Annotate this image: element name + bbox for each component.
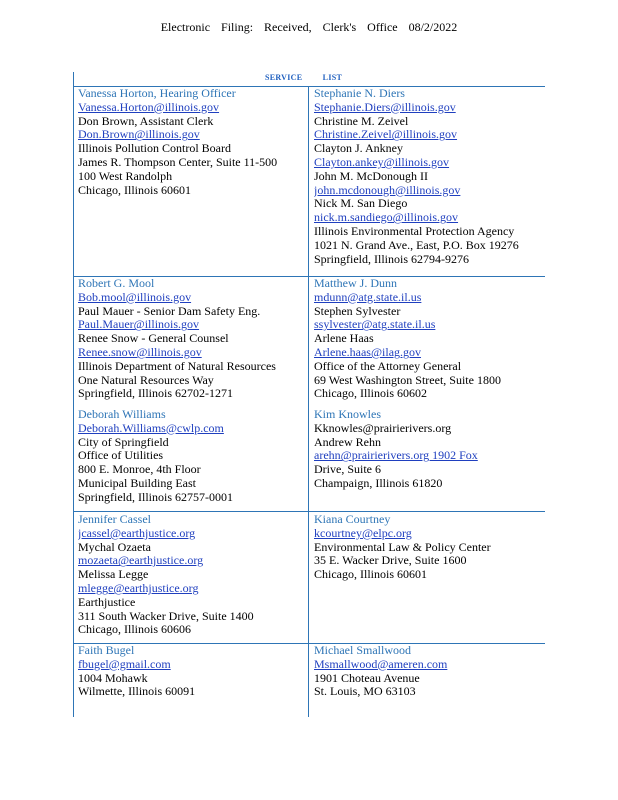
contact-detail: Environmental Law & Policy Center: [314, 539, 491, 554]
contact-detail: Mychal Ozaeta: [78, 539, 151, 554]
contact-detail: 800 E. Monroe, 4th Floor: [78, 462, 201, 477]
contact-detail: Melissa Legge: [78, 567, 149, 582]
contact-name: Matthew J. Dunn: [314, 277, 397, 290]
contact-detail: Clayton J. Ankney: [314, 141, 403, 156]
contact-cell: [314, 408, 546, 491]
contact-email-link[interactable]: jcassel@earthjustice.org: [78, 525, 196, 540]
contact-email-link[interactable]: Bob.mool@illinois.gov: [78, 289, 192, 304]
table-left-border: [73, 72, 74, 717]
contact-detail: Arlene Haas: [314, 331, 374, 346]
contact-detail: Illinois Environmental Protection Agency: [314, 223, 515, 238]
contact-detail: Champaign, Illinois 61820: [314, 475, 443, 490]
contact-cell: [314, 513, 546, 582]
contact-detail: Springfield, Illinois 62702-1271: [78, 386, 233, 401]
contact-name: Kim Knowles: [314, 408, 381, 421]
contact-email-link[interactable]: Christine.Zeivel@illinois.gov: [314, 127, 458, 142]
contact-detail: Christine M. Zeivel: [314, 113, 409, 128]
contact-email-link[interactable]: nick.m.sandiego@illinois.gov: [314, 210, 459, 225]
contact-detail: Paul Mauer - Senior Dam Safety Eng.: [78, 303, 261, 318]
contact-detail: Springfield, Illinois 62757-0001: [78, 489, 233, 504]
contact-detail: Illinois Pollution Control Board: [78, 141, 232, 156]
contact-email-link[interactable]: fbugel@gmail.com: [78, 656, 171, 671]
contact-detail: Don Brown, Assistant Clerk: [78, 113, 214, 128]
contact-detail: 100 West Randolph: [78, 168, 173, 183]
contact-name: Kiana Courtney: [314, 513, 391, 526]
contact-cell: [314, 644, 546, 699]
contact-detail: 1901 Choteau Avenue: [314, 670, 420, 685]
contact-detail: Renee Snow - General Counsel: [78, 331, 229, 346]
contact-email-link[interactable]: Msmallwood@ameren.com: [314, 656, 448, 671]
contact-email-link[interactable]: Arlene.haas@ilag.gov: [314, 344, 422, 359]
contact-detail: Stephen Sylvester: [314, 303, 401, 318]
contact-detail: Office of the Attorney General: [314, 358, 462, 373]
contact-detail: St. Louis, MO 63103: [314, 684, 416, 699]
contact-detail: Nick M. San Diego: [314, 196, 408, 211]
contact-name: Vanessa Horton, Hearing Officer: [78, 87, 236, 100]
contact-name: Faith Bugel: [78, 644, 135, 657]
contact-email-link[interactable]: mdunn@atg.state.il.us: [314, 289, 422, 304]
contact-detail: 1004 Mohawk: [78, 670, 148, 685]
contact-detail: Office of Utilities: [78, 448, 164, 463]
contact-cell: [78, 644, 306, 699]
contact-cell: [314, 87, 546, 266]
contact-name: Stephanie N. Diers: [314, 87, 405, 100]
contact-detail: John M. McDonough II: [314, 168, 428, 183]
contact-cell: [78, 513, 306, 637]
contact-detail: Wilmette, Illinois 60091: [78, 684, 196, 699]
table-middle-divider: [308, 86, 309, 717]
contact-cell: [314, 277, 546, 401]
contact-email-link[interactable]: Vanessa.Horton@illinois.gov: [78, 99, 220, 114]
contact-name: Robert G. Mool: [78, 277, 155, 290]
filing-header: Electronic Filing: Received, Clerk's Office 08/2/2022: [160, 20, 458, 34]
contact-cell: [78, 277, 306, 401]
contact-detail: 1021 N. Grand Ave., East, P.O. Box 19276: [314, 237, 519, 252]
contact-detail: Springfield, Illinois 62794-9276: [314, 251, 469, 266]
contact-email-link[interactable]: mozaeta@earthjustice.org: [78, 553, 204, 568]
contact-email-link[interactable]: ssylvester@atg.state.il.us: [314, 317, 436, 332]
row-divider-2: [73, 511, 545, 512]
contact-cell: [78, 408, 306, 505]
contact-detail: City of Springfield: [78, 434, 169, 449]
contact-detail: Kknowles@prairierivers.org: [314, 420, 452, 435]
contact-email-link[interactable]: Deborah.Williams@cwlp.com: [78, 420, 224, 435]
contact-detail: 35 E. Wacker Drive, Suite 1600: [314, 553, 467, 568]
contact-email-link[interactable]: john.mcdonough@illinois.gov: [314, 182, 461, 197]
contact-detail: Earthjustice: [78, 594, 136, 609]
contact-name: Michael Smallwood: [314, 644, 411, 657]
contact-detail: James R. Thompson Center, Suite 11-500: [78, 154, 278, 169]
contact-name: Jennifer Cassel: [78, 513, 151, 526]
contact-detail: Andrew Rehn: [314, 434, 381, 449]
contact-email-link[interactable]: Clayton.ankey@illinois.gov: [314, 154, 450, 169]
contact-email-link[interactable]: kcourtney@elpc.org: [314, 525, 412, 540]
contact-detail: Chicago, Illinois 60601: [78, 182, 191, 197]
contact-detail: Illinois Department of Natural Resources: [78, 358, 276, 373]
contact-detail: Chicago, Illinois 60601: [314, 567, 427, 582]
contact-email-link[interactable]: Paul.Mauer@illinois.gov: [78, 317, 200, 332]
contact-email-link[interactable]: mlegge@earthjustice.org: [78, 580, 199, 595]
contact-detail: Chicago, Illinois 60602: [314, 386, 427, 401]
contact-name: Deborah Williams: [78, 408, 166, 421]
contact-email-link[interactable]: arehn@prairierivers.org 1902 Fox: [314, 448, 478, 463]
contact-email-link[interactable]: Don.Brown@illinois.gov: [78, 127, 200, 142]
contact-detail: Municipal Building East: [78, 475, 196, 490]
service-list-title: SERVICE LIST: [265, 73, 343, 82]
contact-detail: Drive, Suite 6: [314, 462, 381, 477]
contact-detail: One Natural Resources Way: [78, 372, 214, 387]
contact-email-link[interactable]: Stephanie.Diers@illinois.gov: [314, 99, 456, 114]
contact-detail: Chicago, Illinois 60606: [78, 622, 191, 637]
contact-email-link[interactable]: Renee.snow@illinois.gov: [78, 344, 202, 359]
contact-detail: 311 South Wacker Drive, Suite 1400: [78, 608, 254, 623]
contact-detail: 69 West Washington Street, Suite 1800: [314, 372, 501, 387]
contact-cell: [78, 87, 306, 197]
